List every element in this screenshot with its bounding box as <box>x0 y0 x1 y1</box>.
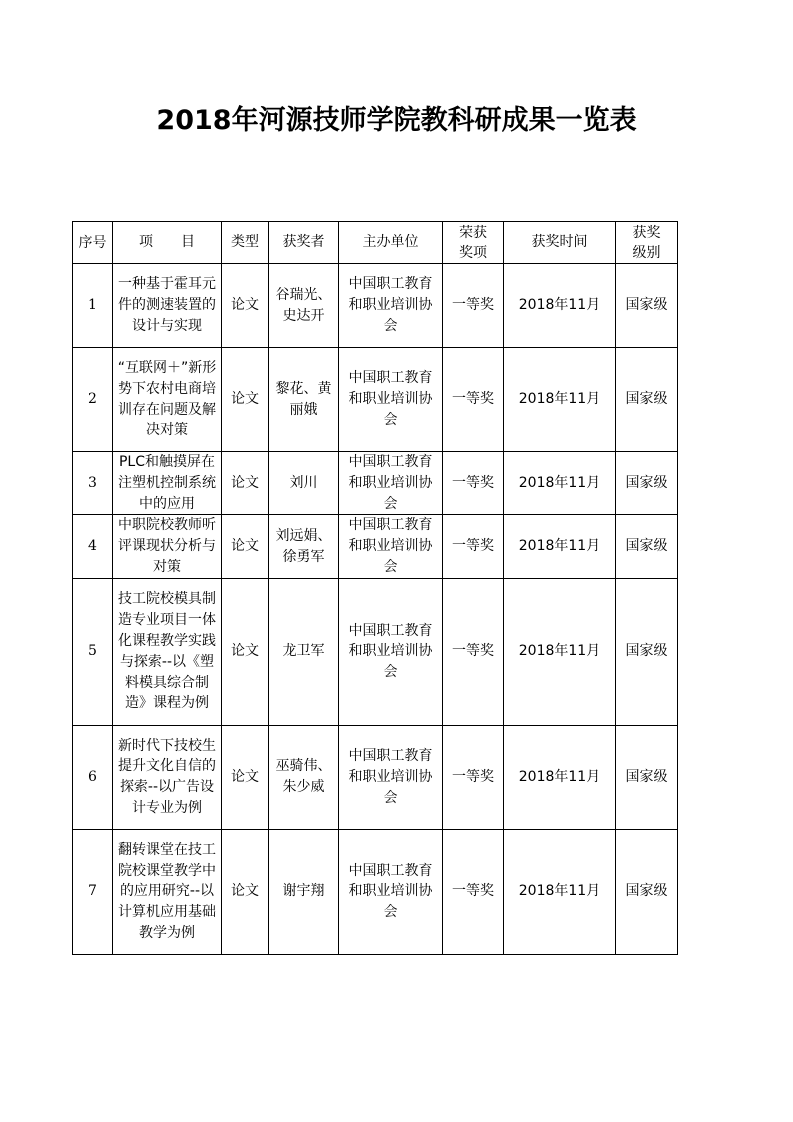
cell-winners: 黎花、黄丽娥 <box>269 348 339 452</box>
cell-winners: 刘远娟、徐勇军 <box>269 515 339 578</box>
cell-project: 翻转课堂在技工院校课堂教学中的应用研究--以计算机应用基础教学为例 <box>113 829 222 954</box>
table-row <box>73 829 678 954</box>
cell-award-time: 2018年11月 <box>504 452 616 515</box>
cell-type: 论文 <box>222 578 269 725</box>
cell-level: 国家级 <box>616 829 678 954</box>
table-row <box>73 725 678 829</box>
cell-level: 国家级 <box>616 725 678 829</box>
cell-type: 论文 <box>222 515 269 578</box>
cell-index: 4 <box>73 515 113 578</box>
cell-index: 2 <box>73 348 113 452</box>
cell-index: 6 <box>73 725 113 829</box>
cell-organizer: 中国职工教育和职业培训协会 <box>339 264 443 348</box>
cell-index: 3 <box>73 452 113 515</box>
results-table <box>72 221 678 955</box>
cell-project: “互联网＋”新形势下农村电商培训存在问题及解决对策 <box>113 348 222 452</box>
header-index: 序号 <box>73 222 113 264</box>
header-project: 项 目 <box>113 222 222 264</box>
cell-project: PLC和触摸屏在注塑机控制系统中的应用 <box>113 452 222 515</box>
table-row <box>73 578 678 725</box>
table-row <box>73 452 678 515</box>
cell-winners: 巫骑伟、朱少威 <box>269 725 339 829</box>
cell-winners: 谷瑞光、史达开 <box>269 264 339 348</box>
cell-type: 论文 <box>222 452 269 515</box>
cell-index: 1 <box>73 264 113 348</box>
cell-winners: 龙卫军 <box>269 578 339 725</box>
cell-organizer: 中国职工教育和职业培训协会 <box>339 348 443 452</box>
cell-organizer: 中国职工教育和职业培训协会 <box>339 515 443 578</box>
cell-level: 国家级 <box>616 348 678 452</box>
cell-organizer: 中国职工教育和职业培训协会 <box>339 452 443 515</box>
table-row <box>73 348 678 452</box>
cell-type: 论文 <box>222 829 269 954</box>
cell-project: 技工院校模具制造专业项目一体化课程教学实践与探索--以《塑料模具综合制造》课程为例 <box>113 578 222 725</box>
page-title: 2018年河源技师学院教科研成果一览表 <box>156 105 637 136</box>
cell-organizer: 中国职工教育和职业培训协会 <box>339 578 443 725</box>
table-row <box>73 515 678 578</box>
cell-award-time: 2018年11月 <box>504 264 616 348</box>
cell-project: 新时代下技校生提升文化自信的探索--以广告设计专业为例 <box>113 725 222 829</box>
cell-award-time: 2018年11月 <box>504 348 616 452</box>
cell-level: 国家级 <box>616 578 678 725</box>
header-award-time: 获奖时间 <box>504 222 616 264</box>
cell-award: 一等奖 <box>443 578 504 725</box>
header-level: 获奖级别 <box>616 222 678 264</box>
table-row <box>73 264 678 348</box>
header-winners: 获奖者 <box>269 222 339 264</box>
cell-type: 论文 <box>222 264 269 348</box>
cell-level: 国家级 <box>616 452 678 515</box>
cell-type: 论文 <box>222 348 269 452</box>
cell-project: 一种基于霍耳元件的测速装置的设计与实现 <box>113 264 222 348</box>
header-organizer: 主办单位 <box>339 222 443 264</box>
cell-award-time: 2018年11月 <box>504 578 616 725</box>
header-award: 荣获奖项 <box>443 222 504 264</box>
cell-index: 5 <box>73 578 113 725</box>
cell-winners: 谢宇翔 <box>269 829 339 954</box>
cell-award: 一等奖 <box>443 829 504 954</box>
cell-organizer: 中国职工教育和职业培训协会 <box>339 725 443 829</box>
cell-award: 一等奖 <box>443 348 504 452</box>
cell-level: 国家级 <box>616 515 678 578</box>
cell-index: 7 <box>73 829 113 954</box>
cell-project: 中职院校教师听评课现状分析与对策 <box>113 515 222 578</box>
cell-award-time: 2018年11月 <box>504 725 616 829</box>
cell-type: 论文 <box>222 725 269 829</box>
header-type: 类型 <box>222 222 269 264</box>
cell-award-time: 2018年11月 <box>504 829 616 954</box>
cell-organizer: 中国职工教育和职业培训协会 <box>339 829 443 954</box>
cell-level: 国家级 <box>616 264 678 348</box>
cell-award-time: 2018年11月 <box>504 515 616 578</box>
cell-award: 一等奖 <box>443 515 504 578</box>
cell-award: 一等奖 <box>443 452 504 515</box>
table-header-row <box>73 222 678 264</box>
cell-award: 一等奖 <box>443 264 504 348</box>
cell-award: 一等奖 <box>443 725 504 829</box>
cell-winners: 刘川 <box>269 452 339 515</box>
